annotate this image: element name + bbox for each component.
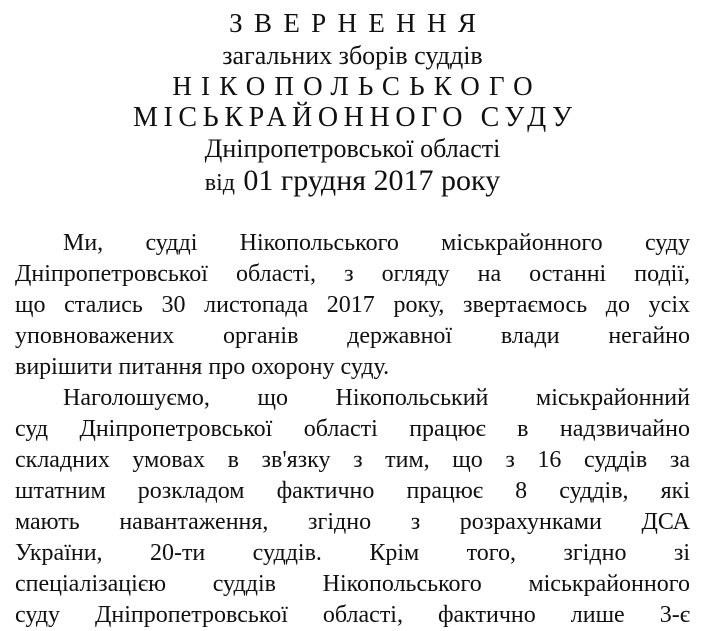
document-body	[15, 228, 690, 631]
header-region: Дніпропетровської області	[204, 134, 501, 163]
text-line: мають навантаження, згідно з розрахунками ДСА	[15, 509, 690, 535]
court-name-line1: НІКОПОЛЬСЬКОГО	[172, 71, 542, 101]
text-line: Дніпропетровської області, з огляду на останні події,	[15, 261, 690, 287]
paragraph-1	[15, 228, 690, 383]
court-name-line2: МІСЬКРАЙОННОГО СУДУ	[132, 102, 578, 133]
document-title: ЗВЕРНЕННЯ	[229, 8, 488, 38]
date-prefix: від	[204, 170, 236, 196]
text-line: що стались 30 листопада 2017 року, звертаємось до усіх	[15, 292, 690, 318]
text-line: складних умовах в зв'язку з тим, що з 16 суддів за	[15, 447, 690, 473]
text-line: Ми, судді Нікопольського міськрайонного суду	[63, 230, 690, 256]
text-line: Наголошуємо, що Нікопольський міськрайонний	[63, 385, 690, 411]
document-header	[15, 6, 690, 200]
text-line: уповноважених органів державної влади негайно	[15, 323, 690, 349]
text-line: штатним розкладом фактично працює 8 суддів, які	[15, 478, 690, 504]
text-line: України, 20-ти суддів. Крім того, згідно зі	[15, 540, 690, 566]
text-line: суд Дніпропетровської області працює в надзвичайно	[15, 416, 690, 442]
paragraph-2	[15, 383, 690, 631]
header-date	[15, 164, 690, 200]
date-value: 01 грудня 2017 року	[243, 164, 501, 197]
text-line: вирішити питання про охорону суду.	[15, 354, 390, 380]
header-subtitle: загальних зборів суддів	[222, 41, 483, 70]
text-line: спеціалізацією суддів Нікопольського міськрайонного	[15, 571, 690, 597]
text-line: суду Дніпропетровської області, фактично лише 3-є	[15, 602, 690, 628]
